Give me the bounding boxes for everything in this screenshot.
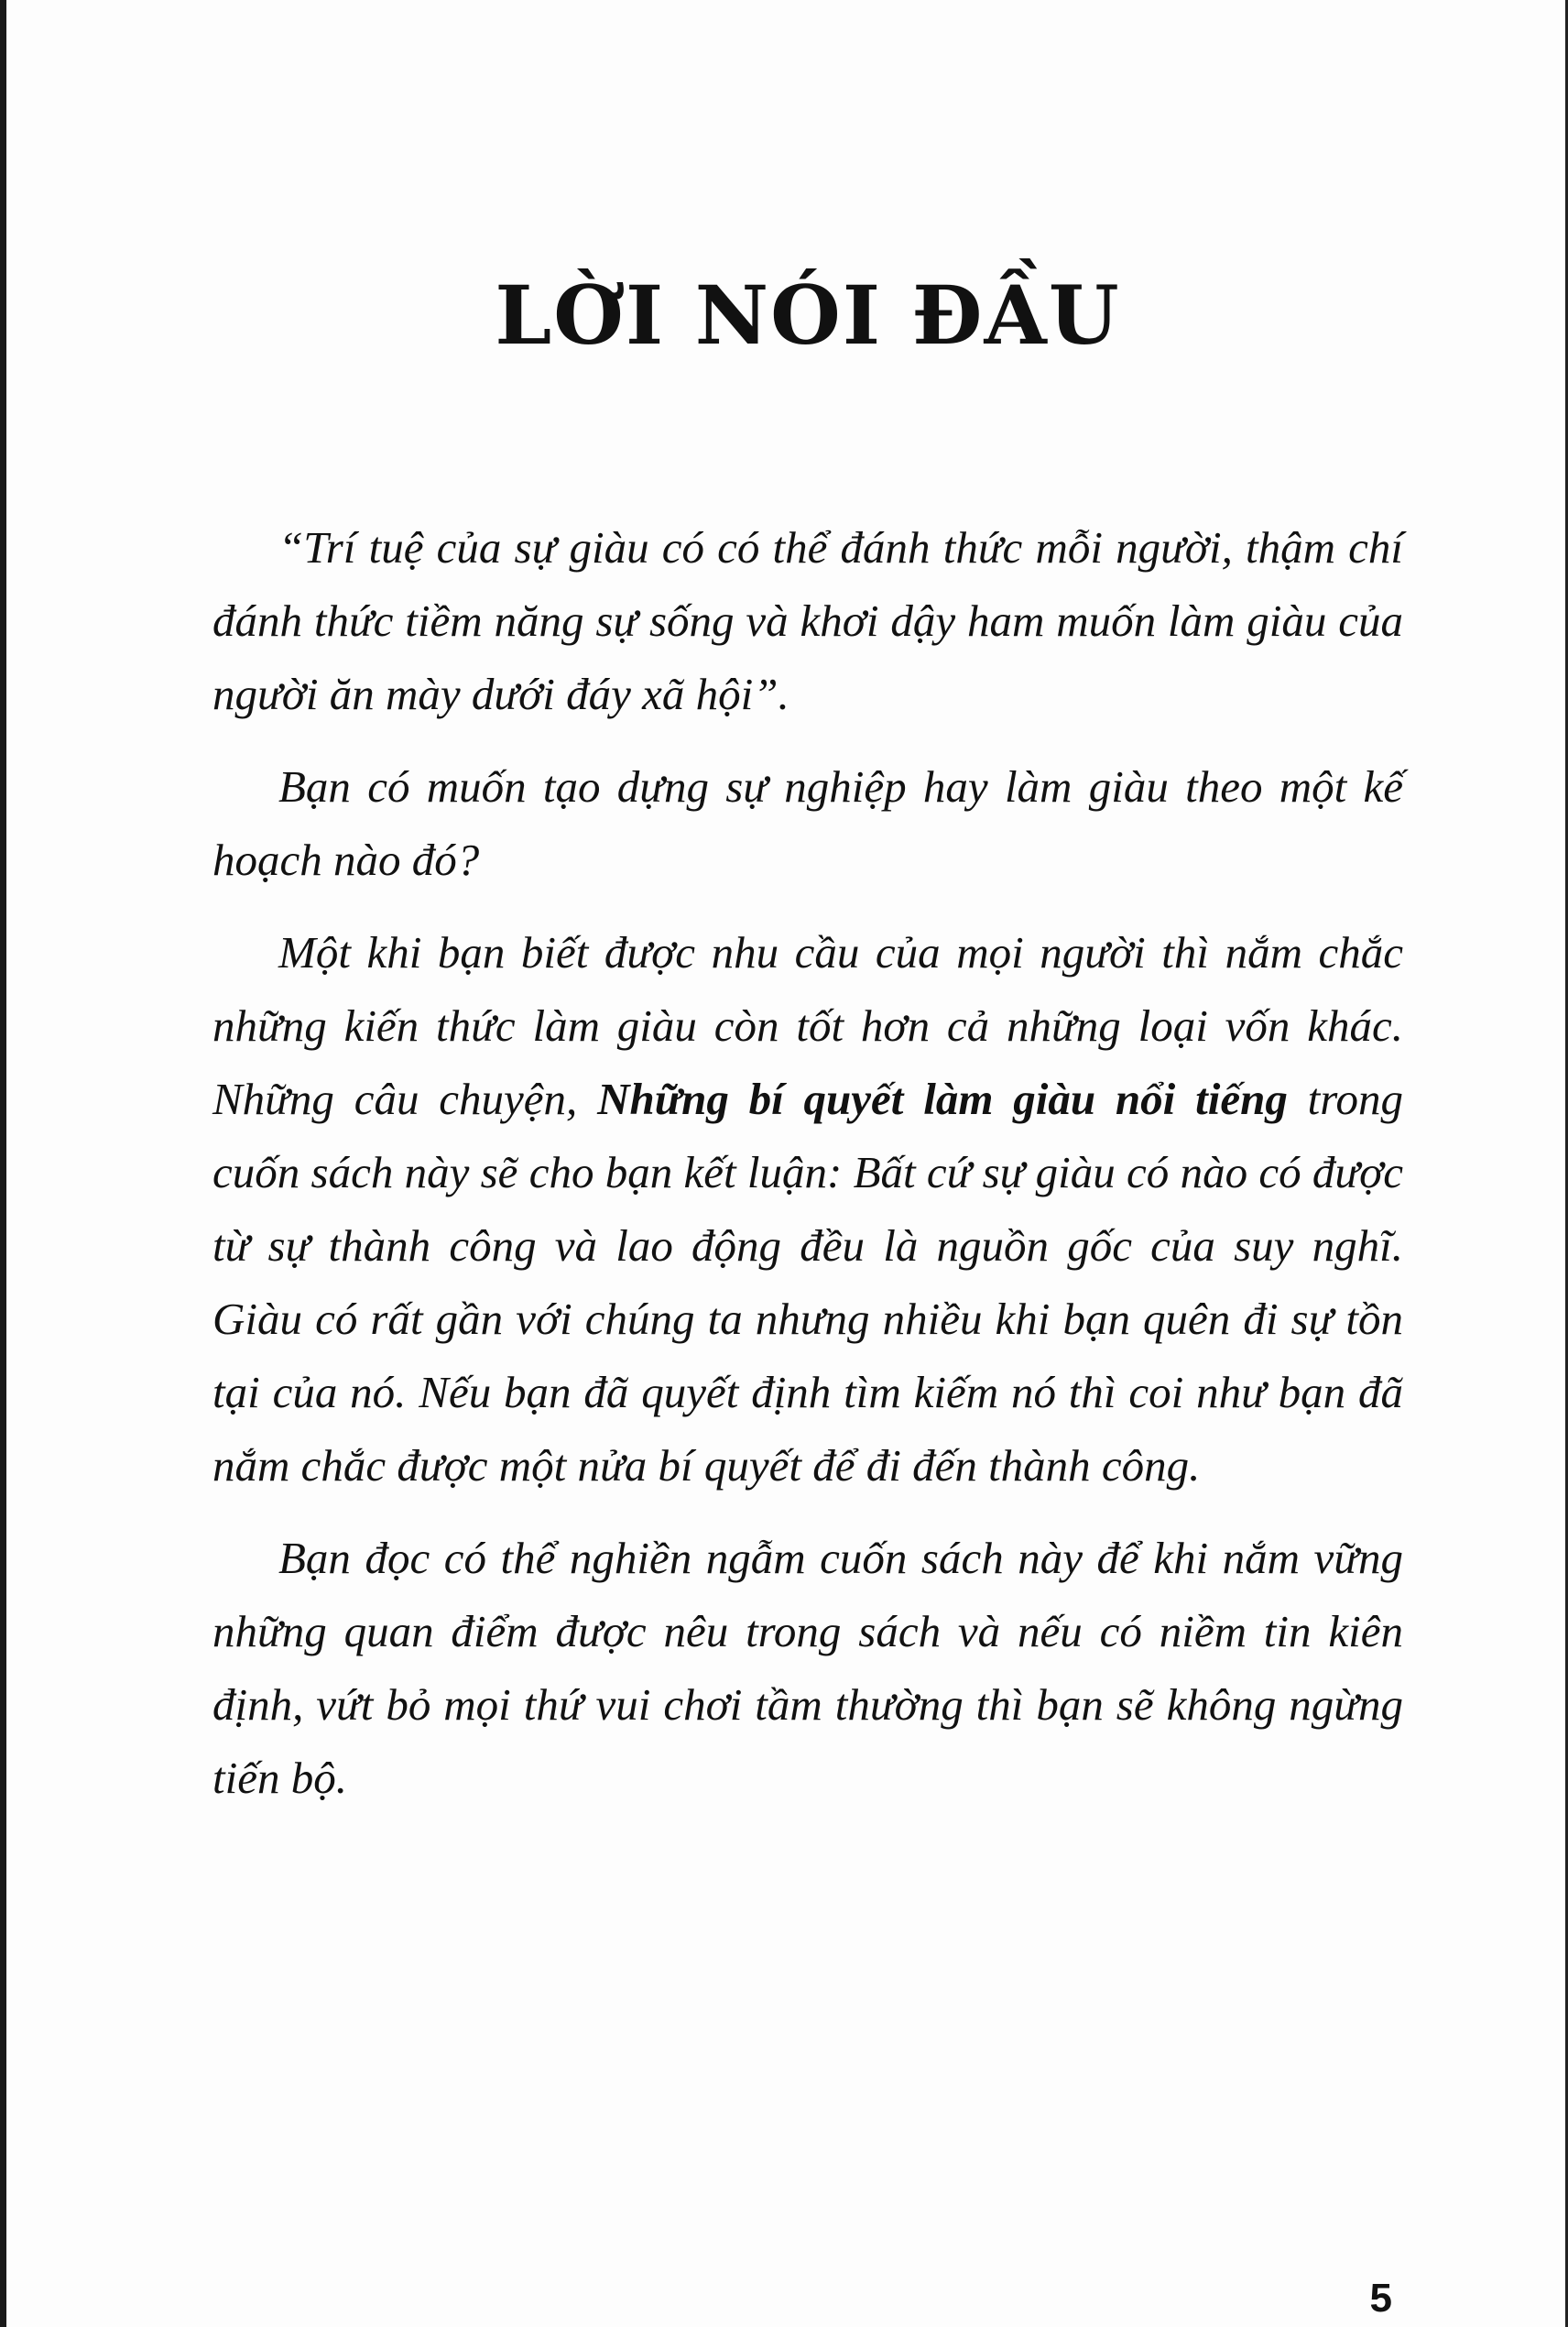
- paragraph-main-text-end: trong cuốn sách này sẽ cho bạn kết luận: Bất cứ sự giàu có nào có được từ sự thành công và lao động đều là nguồn gốc của suy nghĩ. Giàu có rất gần với chúng ta nhưng nhiều khi bạn quên đi sự tồn tại của nó. Nếu bạn đã quyết định tìm kiếm nó thì coi như bạn đã nắm chắc được một nửa bí quyết để đi đến thành công.: [212, 1074, 1403, 1491]
- preface-body: [212, 511, 1403, 1834]
- paragraph-closing: Bạn đọc có thể nghiền ngẫm cuốn sách này để khi nắm vững những quan điểm được nêu trong sách và nếu có niềm tin kiên định, vứt bỏ mọi thứ vui chơi tầm thường thì bạn sẽ không ngừng tiến bộ.: [212, 1533, 1403, 1803]
- page-title: LỜI NÓI ĐẦU: [495, 268, 1121, 363]
- book-title-bold: Những bí quyết làm giàu nổi tiếng: [597, 1074, 1288, 1124]
- paragraph-question: Bạn có muốn tạo dựng sự nghiệp hay làm giàu theo một kế hoạch nào đó?: [212, 761, 1403, 885]
- paragraph-main: [212, 916, 1403, 1502]
- book-page: [212, 0, 1403, 2327]
- paragraph-quote: “Trí tuệ của sự giàu có có thể đánh thức mỗi người, thậm chí đánh thức tiềm năng sự sống và khơi dậy ham muốn làm giàu của người ăn mày dưới đáy xã hội”.: [212, 522, 1403, 719]
- scan-edge-left: [0, 0, 6, 2327]
- paragraph-main-text-start: Một khi bạn biết được nhu cầu của mọi người thì nắm chắc những kiến thức làm giàu còn tốt hơn cả những loại vốn khác. Những câu chuyện,: [212, 927, 1403, 1124]
- page-number: 5: [1369, 2276, 1392, 2321]
